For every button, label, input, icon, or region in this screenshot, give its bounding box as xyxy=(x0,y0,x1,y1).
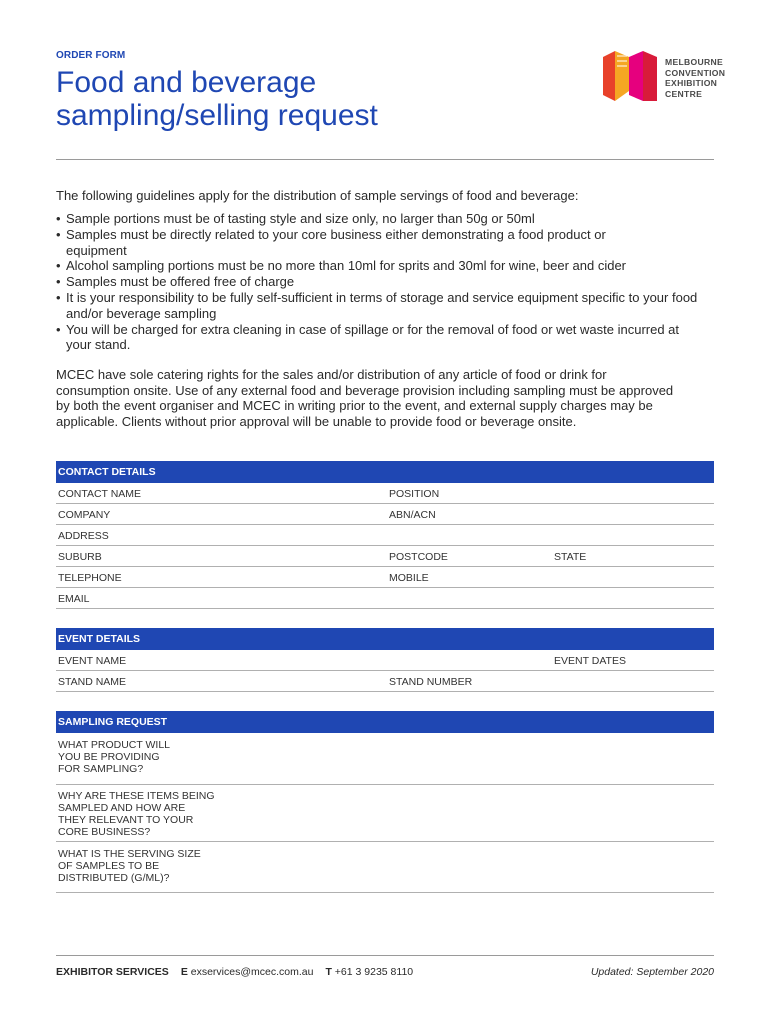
email-prefix: E xyxy=(180,966,188,978)
abn-label: ABN/ACN xyxy=(389,509,436,521)
sampling-request-header: SAMPLING REQUEST xyxy=(56,711,714,733)
email-row[interactable] xyxy=(56,588,714,609)
exhibitor-services-label: EXHIBITOR SERVICES xyxy=(56,966,169,978)
serving-size-question-row[interactable] xyxy=(56,842,714,893)
relevance-question-label: WHY ARE THESE ITEMS BEING SAMPLED AND HOW ARE THEY RELEVANT TO YOUR CORE BUSINESS? xyxy=(58,790,215,838)
mcec-logo xyxy=(603,51,726,103)
mcec-logo-text xyxy=(665,57,725,99)
catering-rights-paragraph: MCEC have sole catering rights for the sales and/or distribution of any article of food or drink for consumption onsite. Use of any external food and beverage provision including sampling must be approved by both the event organiser and MCEC in writing prior to the event, and external supply charges may be applicable. Clients without prior approval will be unable to provide food or beverage onsite. xyxy=(56,367,674,429)
title-line-1: Food and beverage xyxy=(56,66,317,99)
product-question-row[interactable] xyxy=(56,733,714,785)
logo-line-4: CENTRE xyxy=(665,88,703,99)
telephone-label: TELEPHONE xyxy=(58,572,122,584)
logo-line-3: EXHIBITION xyxy=(665,78,718,88)
event-name-row[interactable] xyxy=(56,650,714,671)
mcec-logo-mark xyxy=(603,51,661,103)
postcode-label: POSTCODE xyxy=(389,551,448,563)
footer-email-link[interactable]: exservices@mcec.com.au xyxy=(190,966,314,978)
stand-name-label: STAND NAME xyxy=(58,676,127,688)
updated-date: Updated: September 2020 xyxy=(590,966,714,978)
company-label: COMPANY xyxy=(58,509,111,521)
suburb-label: SUBURB xyxy=(58,551,102,563)
guideline-item: • It is your responsibility to be fully self-sufficient in terms of storage and service equipment specific to your food and/or beverage sampling xyxy=(56,290,716,322)
guideline-item: • Samples must be directly related to your core business either demonstrating a food product or equipment xyxy=(56,227,626,259)
footer-contact xyxy=(56,966,413,978)
title-line-2: sampling/selling request xyxy=(56,99,378,132)
guideline-item: • Samples must be offered free of charge xyxy=(56,274,716,290)
phone-prefix: T xyxy=(325,966,332,978)
page-title xyxy=(56,66,576,132)
stand-name-row[interactable] xyxy=(56,671,714,692)
suburb-row[interactable] xyxy=(56,546,714,567)
footer-phone: +61 3 9235 8110 xyxy=(334,966,414,978)
contact-name-row[interactable] xyxy=(56,483,714,504)
position-label: POSITION xyxy=(389,488,440,500)
serving-size-question-label: WHAT IS THE SERVING SIZE OF SAMPLES TO BE DISTRIBUTED (G/ML)? xyxy=(58,848,201,884)
relevance-question-row[interactable] xyxy=(56,785,714,842)
guideline-item: • You will be charged for extra cleaning in case of spillage or for the removal of food or wet waste incurred at your stand. xyxy=(56,322,696,354)
email-label: EMAIL xyxy=(58,593,90,605)
company-row[interactable] xyxy=(56,504,714,525)
logo-line-2: CONVENTION xyxy=(665,67,726,78)
contact-name-label: CONTACT NAME xyxy=(58,488,142,500)
footer-divider xyxy=(56,955,714,956)
address-row[interactable] xyxy=(56,525,714,546)
state-label: STATE xyxy=(554,551,587,563)
address-label: ADDRESS xyxy=(58,530,109,542)
telephone-row[interactable] xyxy=(56,567,714,588)
form-type-label: ORDER FORM xyxy=(56,50,126,61)
logo-line-1: MELBOURNE xyxy=(665,57,724,67)
guideline-item: • Sample portions must be of tasting style and size only, no larger than 50g or 50ml xyxy=(56,211,716,227)
contact-details-header: CONTACT DETAILS xyxy=(56,461,714,483)
guideline-item: • Alcohol sampling portions must be no more than 10ml for sprits and 30ml for wine, beer and cider xyxy=(56,258,716,274)
product-question-label: WHAT PRODUCT WILL YOU BE PROVIDING FOR SAMPLING? xyxy=(58,739,171,775)
stand-number-label: STAND NUMBER xyxy=(389,676,473,688)
event-dates-label: EVENT DATES xyxy=(554,655,626,667)
header-divider xyxy=(56,159,714,160)
event-details-header: EVENT DETAILS xyxy=(56,628,714,650)
guidelines-list xyxy=(56,211,716,353)
mobile-label: MOBILE xyxy=(389,572,429,584)
guidelines-intro: The following guidelines apply for the distribution of sample servings of food and beverage: xyxy=(56,188,579,203)
event-name-label: EVENT NAME xyxy=(58,655,127,667)
